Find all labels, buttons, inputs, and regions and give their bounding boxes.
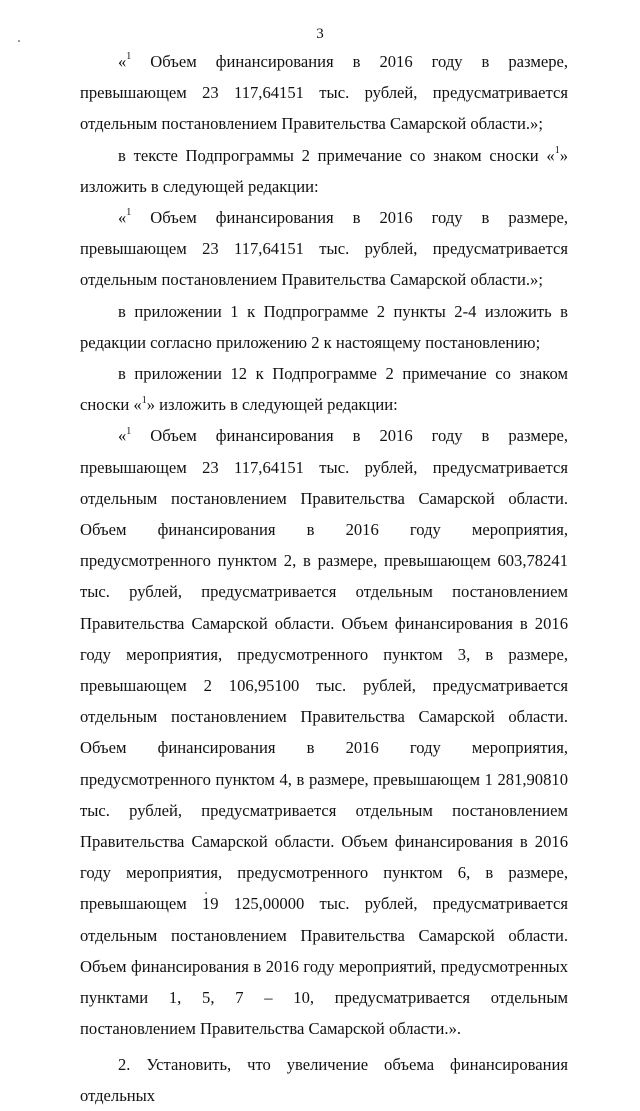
paragraph-footnote-1 [80,46,568,140]
paragraph-text: в тексте Подпрограммы 2 примечание со знаком сноски « [118,145,555,165]
paragraph-text: » изложить в следующей редакции: [146,395,398,415]
paragraph-text: Объем финансирования в 2016 году в размере, превышающем 23 117,64151 тыс. рублей, предусматривается отдельным постановлением Правительства Самарской области.»; [80,52,568,134]
footnote-mark: 1 [141,394,147,406]
paragraph-footnote-3 [80,420,568,1044]
page-number: 3 [316,26,324,42]
document-body [80,46,568,1111]
paragraph-item-2 [80,1049,568,1111]
footnote-mark: 1 [126,425,132,437]
footnote-mark: 1 [126,207,132,219]
paragraph-instruction-2 [80,296,568,358]
paragraph-text: Объем финансирования в 2016 году в размере, превышающем 23 117,64151 тыс. рублей, предусматривается отдельным постановлением Правительства Самарской области. Объем финансирования в 2016 году мероприятия, предусмотренного пунктом 2, в размере, превышающем 603,78241 тыс. рублей, предусматривается отдельным постановлением Правительства Самарской области. Объем финансирования в 2016 году мероприятия, предусмотренного пунктом 3, в размере, превышающем 2 106,95100 тыс. рублей, предусматривается отдельным постановлением Правительства Самарской области. Объем финансирования в 2016 году мероприятия, предусмотренного пунктом 4, в размере, превышающем 1 281,90810 тыс. рублей, предусматривается отдельным постановлением Правительства Самарской области. Объем финансирования в 2016 году мероприятия, предусмотренного пунктом 6, в размере, превышающем 19 125,00000 тыс. рублей, предусматривается отдельным постановлением Правительства Самарской области. Объем финансирования в 2016 году мероприятий, предусмотренных пунктами 1, 5, 7 – 10, предусматривается отдельным постановлением Правительства Самарской области.». [80,426,568,1039]
paragraph-text: « [118,52,127,71]
paragraph-footnote-2 [80,202,568,296]
paragraph-text: « [118,426,127,446]
paragraph-text: в приложении 1 к Подпрограмме 2 пункты 2-4 изложить в редакции согласно приложению 2 к настоящему постановлению; [80,301,568,352]
scan-speck [18,40,20,42]
paragraph-instruction-1 [80,140,568,202]
footnote-mark: 1 [126,51,132,63]
paragraph-text: Объем финансирования в 2016 году в размере, превышающем 23 117,64151 тыс. рублей, предусматривается отдельным постановлением Правительства Самарской области.»; [80,208,568,290]
paragraph-text: 2. Установить, что увеличение объема финансирования отдельных [80,1054,568,1105]
paragraph-text: « [118,208,127,228]
footnote-mark: 1 [554,145,560,157]
paragraph-instruction-3 [80,358,568,420]
paragraph-text: в приложении 12 к Подпрограмме 2 примечание со знаком сноски « [80,364,568,415]
paragraph-text: » изложить в следующей редакции: [80,145,568,196]
